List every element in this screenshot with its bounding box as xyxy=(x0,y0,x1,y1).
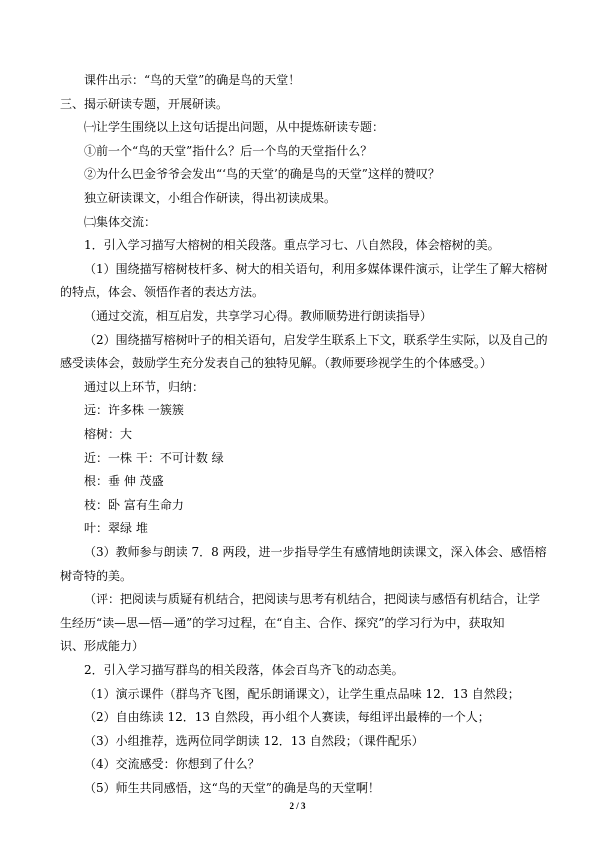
text-line: 根：垂 伸 茂盛 xyxy=(84,474,164,488)
text-line: 近：一株 干：不可计数 绿 xyxy=(84,451,224,465)
text-line: 的特点，体会、领悟作者的表达方法。 xyxy=(60,285,265,299)
text-line: （4）交流感受：你想到了什么？ xyxy=(84,757,260,771)
text-line: 2．引入学习描写群鸟的相关段落，体会百鸟齐飞的动态美。 xyxy=(84,663,404,677)
text-line: 1．引入学习描写大榕树的相关段落。重点学习七、八自然段，体会榕树的美。 xyxy=(84,238,500,252)
text-line: （1）演示课件（群鸟齐飞图，配乐朗诵课文），让学生重点品味 12．13 自然段； xyxy=(84,687,520,701)
text-line: （2）围绕描写榕树叶子的相关语句，启发学生联系上下文，联系学生实际，以及自己的 xyxy=(84,333,548,347)
section-heading: 三、揭示研读专题，开展研读。 xyxy=(60,97,229,111)
text-line: 课件出示：“鸟的天堂”的确是鸟的天堂！ xyxy=(84,73,301,87)
text-line: （3）教师参与朗读 7．8 两段，进一步指导学生有感情地朗读课文，深入体会、感悟榕 xyxy=(84,545,547,559)
text-line: 树奇特的美。 xyxy=(60,569,133,583)
text-line: （5）师生共同感悟，这“鸟的天堂”的确是鸟的天堂啊！ xyxy=(84,781,380,795)
text-line: 枝：卧 富有生命力 xyxy=(84,498,184,512)
text-line: ㈡集体交流： xyxy=(84,215,157,229)
text-line: ①前一个“鸟的天堂”指什么？后一个鸟的天堂指什么？ xyxy=(84,144,373,158)
text-line: 远：许多株 一簇簇 xyxy=(84,403,184,417)
text-line: 榕树：大 xyxy=(84,427,133,441)
text-line: （3）小组推荐，选两位同学朗读 12．13 自然段；（课件配乐） xyxy=(84,734,424,748)
text-line: 通过以上环节，归纳： xyxy=(84,380,205,394)
text-line: 叶：翠绿 堆 xyxy=(84,521,148,535)
page-number: 2 / 3 xyxy=(289,801,306,811)
text-line: ㈠让学生围绕以上这句话提出问题，从中提炼研读专题： xyxy=(84,120,385,134)
text-line: 识、形成能力） xyxy=(60,639,145,653)
text-line: 独立研读课文，小组合作研读，得出初读成果。 xyxy=(84,191,337,205)
text-line: （2）自由练读 12．13 自然段，再小组个人赛读，每组评出最棒的一个人； xyxy=(84,710,490,724)
text-line: 感受读体会，鼓励学生充分发表自己的独特见解。（教师要珍视学生的个体感受。） xyxy=(60,356,493,370)
text-line: （通过交流，相互启发，共享学习心得。教师顺势进行朗读指导） xyxy=(84,309,433,323)
text-line: （评：把阅读与质疑有机结合，把阅读与思考有机结合，把阅读与感悟有机结合，让学 xyxy=(84,592,541,606)
text-line: （1）围绕描写榕树枝杆多、树大的相关语句，利用多媒体课件演示，让学生了解大榕树 xyxy=(84,262,548,276)
text-line: ②为什么巴金爷爷会发出“‘鸟的天堂’的确是鸟的天堂”这样的赞叹？ xyxy=(84,167,440,181)
text-line: 生经历“读—思—悟—通”的学习过程，在“自主、合作、探究”的学习行为中，获取知 xyxy=(60,616,505,630)
